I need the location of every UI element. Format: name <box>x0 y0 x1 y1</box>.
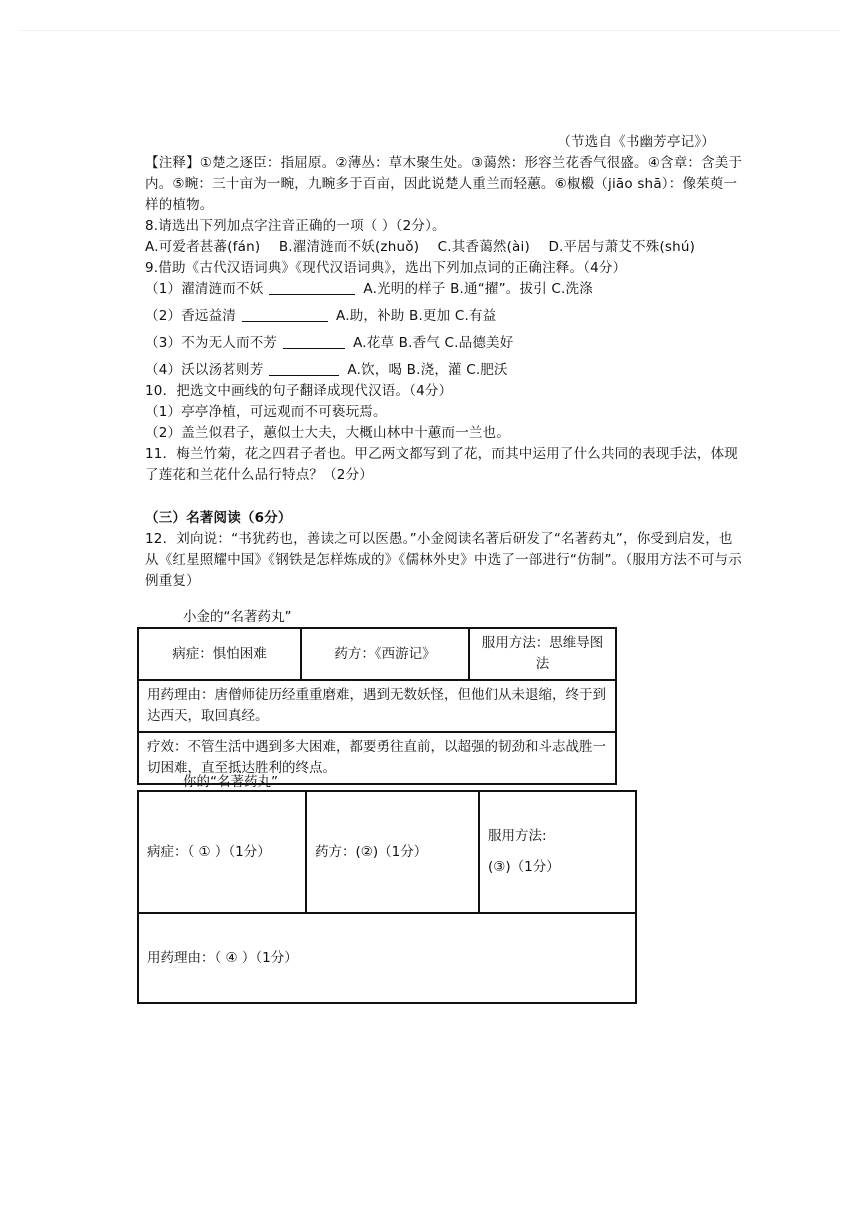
page-edge <box>20 30 840 31</box>
q9-item-4 <box>145 360 745 381</box>
q8-option-a: A.可爱者甚蕃(fán) <box>145 239 261 255</box>
example-method-cell: 服用方法：思维导图法 <box>469 628 616 680</box>
your-pill-table <box>137 790 637 1004</box>
question-8-stem: 8.请选出下列加点字注音正确的一项（ ）（2分）。 <box>145 218 446 234</box>
q8-option-c: C.其香蔼然(ài) <box>437 239 530 255</box>
your-method-cell <box>479 791 636 913</box>
example-symptom-cell: 病症：惧怕困难 <box>138 628 301 680</box>
answer-blank <box>283 334 345 349</box>
your-method-label: 服用方法: <box>488 828 547 844</box>
annotation-note: 【注释】①楚之逐臣：指屈原。②薄丛：草木聚生处。③蔼然：形容兰花香气很盛。④含章：含美于内。⑤畹：三十亩为一畹，九畹多于百亩，因此说楚人重兰而轻蕙。⑥椒榝（jiāo shā）：像茱萸一样的植物。 <box>145 155 743 213</box>
q10-item-2: （2）盖兰似君子，蕙似士大夫，大概山林中十蕙而一兰也。 <box>145 425 510 441</box>
q9-item-3 <box>145 333 745 354</box>
answer-blank <box>242 307 328 322</box>
answer-blank <box>269 361 339 376</box>
q9-item-2 <box>145 306 745 327</box>
question-12: 12．刘向说：“书犹药也，善读之可以医愚。”小金阅读名著后研发了“名著药丸”，你受到启发，也从《红星照耀中国》《钢铁是怎样炼成的》《儒林外史》中选了一部进行“仿制”。（服用方法不可与示例重复） <box>145 531 742 589</box>
question-8-options <box>145 237 745 258</box>
q9-item-4-text: （4）沃以汤茗则芳 <box>145 362 264 378</box>
source-citation: （节选自《书幽芳亭记》） <box>557 134 715 150</box>
q9-item-2-text: （2）香远益清 <box>145 308 236 324</box>
your-table-caption: 你的“名著药丸” <box>183 774 278 790</box>
q9-item-1-choices: A.光明的样子 B.通“擢”。拔引 C.洗涤 <box>363 281 593 297</box>
example-effect-cell: 疗效：不管生活中遇到多大困难，都要勇往直前，以超强的韧劲和斗志战胜一切困难，直至抵达胜利的终点。 <box>138 732 616 784</box>
question-9-stem: 9.借助《古代汉语词典》《现代汉语词典》，选出下列加点词的正确注释。（4分） <box>145 260 627 276</box>
section-heading: （三）名著阅读（6分） <box>145 510 292 526</box>
your-symptom-cell: 病症：（ ① ）（1分） <box>138 791 306 913</box>
q8-option-b: B.濯清涟而不妖(zhuǒ) <box>278 239 420 255</box>
answer-blank <box>269 280 355 295</box>
document-body <box>145 132 745 592</box>
q9-item-2-choices: A.助，补助 B.更加 C.有益 <box>336 308 497 324</box>
example-table-caption: 小金的“名著药丸” <box>183 609 292 625</box>
q9-item-1 <box>145 279 745 300</box>
q9-item-1-text: （1）濯清涟而不妖 <box>145 281 264 297</box>
your-reason-cell: 用药理由：（ ④ ）（1分） <box>138 913 636 1003</box>
your-method-value: (③)（1分） <box>488 859 560 875</box>
example-reason-cell: 用药理由：唐僧师徒历经重重磨难，遇到无数妖怪，但他们从未退缩，终于到达西天，取回真经。 <box>138 680 616 732</box>
q8-option-d: D.平居与萧艾不殊(shú) <box>548 239 696 255</box>
example-pill-table <box>137 627 617 785</box>
q9-item-3-text: （3）不为无人而不芳 <box>145 335 278 351</box>
your-prescription-cell: 药方：(②)（1分） <box>306 791 479 913</box>
example-prescription-cell: 药方：《西游记》 <box>301 628 469 680</box>
q10-item-1: （1）亭亭净植，可远观而不可亵玩焉。 <box>145 404 387 420</box>
question-10-stem: 10．把选文中画线的句子翻译成现代汉语。（4分） <box>145 383 453 399</box>
question-11: 11．梅兰竹菊，花之四君子者也。甲乙两文都写到了花，而其中运用了什么共同的表现手法，体现了莲花和兰花什么品行特点？（2分） <box>145 446 738 483</box>
q9-item-4-choices: A.饮，喝 B.浇，灌 C.肥沃 <box>347 362 508 378</box>
q9-item-3-choices: A.花草 B.香气 C.品德美好 <box>353 335 514 351</box>
